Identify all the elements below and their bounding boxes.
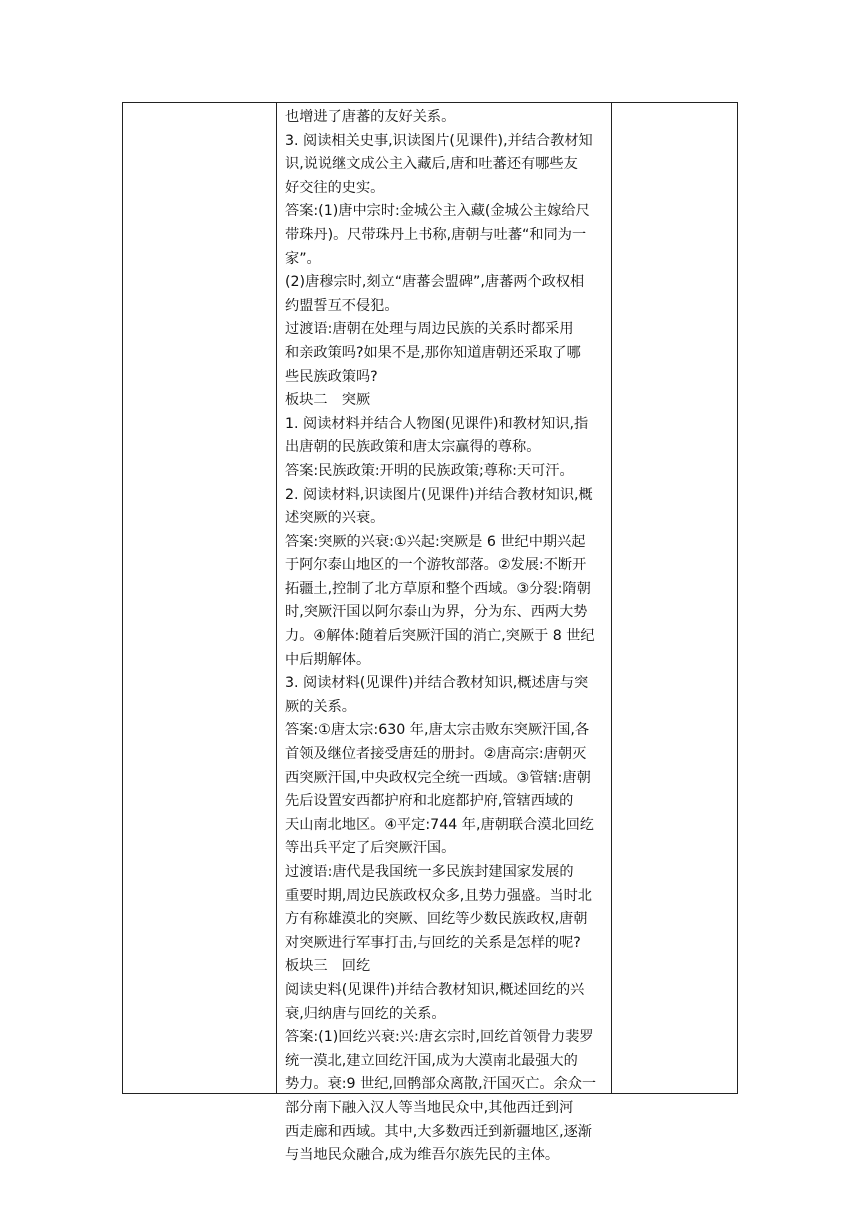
text-line: 衰,归纳唐与回纥的关系。	[285, 1005, 446, 1022]
text-line: 答案:(1)唐中宗时:金城公主入藏(金城公主嫁给尺	[285, 203, 590, 220]
text-line: 天山南北地区。④平定:744 年,唐朝联合漠北回纥	[285, 816, 594, 833]
text-line: 阅读史料(见课件)并结合教材知识,概述回纥的兴	[285, 981, 585, 998]
text-line: 和亲政策吗?如果不是,那你知道唐朝还采取了哪	[285, 344, 581, 361]
text-line: 答案:(1)回纥兴衰:兴:唐玄宗时,回纥首领骨力裴罗	[285, 1029, 594, 1046]
column-divider-left	[276, 103, 277, 1093]
text-line: 约盟誓互不侵犯。	[285, 297, 399, 314]
text-line: 拓疆土,控制了北方草原和整个西域。③分裂:隋朝	[285, 580, 591, 597]
text-line: 板块二 突厥	[285, 392, 371, 409]
text-line: 与当地民众融合,成为维吾尔族先民的主体。	[285, 1147, 560, 1164]
text-line: 识,说说继文成公主入藏后,唐和吐蕃还有哪些友	[285, 156, 578, 173]
text-line: 时,突厥汗国以阿尔泰山为界，分为东、西两大势	[285, 604, 588, 621]
text-line: 些民族政策吗?	[285, 368, 378, 385]
text-line: 板块三 回纥	[285, 958, 371, 975]
lesson-table	[122, 102, 738, 1164]
text-line: 带珠丹)。尺带珠丹上书称,唐朝与吐蕃“和同为一	[285, 226, 587, 243]
text-line: (2)唐穆宗时,刻立“唐蕃会盟碑”,唐蕃两个政权相	[285, 274, 585, 291]
text-line: 方有称雄漠北的突厥、回纥等少数民族政权,唐朝	[285, 911, 588, 928]
text-line: 等出兵平定了后突厥汗国。	[285, 840, 456, 857]
text-line: 西走廊和西域。其中,大多数西迁到新疆地区,逐渐	[285, 1123, 592, 1140]
text-line: 重要时期,周边民族政权众多,且势力强盛。当时北	[285, 887, 592, 904]
text-line: 于阿尔泰山地区的一个游牧部落。②发展:不断开	[285, 557, 587, 574]
text-line: 部分南下融入汉人等当地民众中,其他西迁到河	[285, 1099, 574, 1116]
text-line: 3. 阅读材料(见课件)并结合教材知识,概述唐与突	[285, 675, 589, 692]
text-line: 对突厥进行军事打击,与回纥的关系是怎样的呢?	[285, 934, 581, 951]
text-line: 过渡语:唐代是我国统一多民族封建国家发展的	[285, 864, 574, 880]
column-divider-right	[611, 103, 612, 1093]
text-line: 也增进了唐蕃的友好关系。	[285, 109, 456, 125]
text-line: 述突厥的兴衰。	[285, 510, 385, 527]
text-line: 先后设置安西都护府和北庭都护府,管辖西域的	[285, 793, 574, 810]
text-line: 3. 阅读相关史事,识读图片(见课件),并结合教材知	[285, 132, 593, 149]
text-line: 2. 阅读材料,识读图片(见课件)并结合教材知识,概	[285, 486, 593, 503]
text-line: 过渡语:唐朝在处理与周边民族的关系时都采用	[285, 321, 574, 338]
text-line: 中后期解体。	[285, 651, 371, 668]
text-line: 答案:突厥的兴衰:①兴起:突厥是 6 世纪中期兴起	[285, 533, 586, 550]
text-line: 厥的关系。	[285, 698, 356, 715]
text-line: 答案:民族政策:开明的民族政策;尊称:天可汗。	[285, 462, 574, 479]
text-line: 力。④解体:随着后突厥汗国的消亡,突厥于 8 世纪	[285, 628, 595, 645]
text-line: 好交往的史实。	[285, 179, 385, 196]
text-line: 1. 阅读材料并结合人物图(见课件)和教材知识,指	[285, 415, 589, 432]
lesson-content-cell	[285, 106, 609, 1168]
text-line: 西突厥汗国,中央政权完全统一西域。③管辖:唐朝	[285, 769, 591, 786]
text-line: 势力。衰:9 世纪,回鹘部众离散,汗国灭亡。余众一	[285, 1076, 597, 1093]
text-line: 答案:①唐太宗:630 年,唐太宗击败东突厥汗国,各	[285, 722, 590, 739]
text-line: 家”。	[285, 250, 321, 267]
text-line: 出唐朝的民族政策和唐太宗赢得的尊称。	[285, 439, 541, 456]
text-line: 统一漠北,建立回纥汗国,成为大漠南北最强大的	[285, 1052, 578, 1069]
text-line: 首领及继位者接受唐廷的册封。②唐高宗:唐朝灭	[285, 746, 587, 763]
